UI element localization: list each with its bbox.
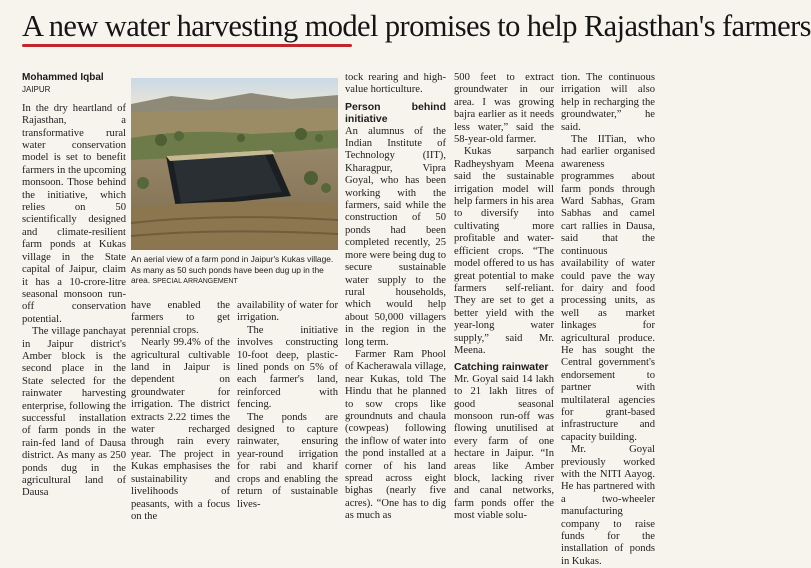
column-3 — [237, 300, 338, 511]
byline: Mohammed Iqbal — [22, 72, 104, 83]
col5-para-2: Kukas sarpanch Radheyshyam Meena said the sustainable irrigation model will help farmers in his area to diversify into cultivating more profitable and water-efficient crops. “The model offered to us has great potential to make farmers self-reliant. They are set to get a better yield with the year-long water supply,” said Mr. Meena. — [454, 146, 554, 356]
col3-para-2: The initiative involves constructing 10-foot deep, plastic-lined ponds on 5% of each farmer's land, reinforced with fencing. — [237, 324, 338, 411]
photo-caption — [131, 254, 338, 288]
caption-credit: SPECIAL ARRANGEMENT — [152, 278, 238, 285]
col3-para-1: availability of water for irrigation. — [237, 300, 338, 324]
subhead-catching-rainwater: Catching rainwater — [454, 361, 549, 374]
subhead-person-behind-initiative: Person behind initiative — [345, 100, 446, 126]
col1-para-2: The village panchayat in Jaipur district's Amber block is the second place in the State selected for the rainwater harvesting enterprise, following the successful installation of farm ponds in the rain-fed land of Dausa district. As many as 250 ponds dug in the agricultural land of Dausa — [22, 326, 126, 499]
column-5 — [454, 72, 554, 523]
column-6 — [561, 72, 655, 568]
col2-para-2: Nearly 99.4% of the agricultural cultivable land in Jaipur is dependent on groundwater for irrigation. The district extracts 2.22 times the water recharged through rain every year. The project in Kukas emphasises the sustainability and livelihoods of peasants, with a focus on the — [131, 337, 230, 522]
col4-top: tock rearing and high-value horticulture. — [345, 72, 446, 96]
column-1 — [22, 72, 126, 500]
col5-para-1: 500 feet to extract groundwater in our area. I was growing bajra earlier as it needs less water,” said the 58-year-old farmer. — [454, 72, 554, 146]
col4-para-2: Farmer Ram Phool of Kacherawala village, near Kukas, told The Hindu that he planned to sow crops like groundnuts and chaula (cowpeas) following the inflow of water into the pond installed at a corner of his land spread across eight bighas (nearly five acres). “One has to dig as much as — [345, 348, 446, 522]
column-2 — [131, 300, 230, 523]
caption-text: An aerial view of a farm pond in Jaipur's Kukas village. As many as 50 such ponds have been dug up in the area. — [131, 254, 334, 285]
column-4 — [345, 72, 446, 523]
headline: A new water harvesting model promises to help Rajasthan's farmers — [22, 9, 811, 43]
farm-pond-photo — [131, 78, 338, 250]
col2-para-1: have enabled the farmers to get perennial crops. — [131, 300, 230, 336]
dateline: JAIPUR — [22, 85, 51, 95]
col6-para-1: tion. The continuous irrigation will also help in recharging the groundwater,” he said. — [561, 72, 655, 133]
col4-para-1: An alumnus of the Indian Institute of Technology (IIT), Kharagpur, Vipra Goyal, who has been working with the farmers, said while the construction of 50 ponds had been completed recently, 25 more were being dug to secure sustainable water supply to the rural households, which would help about 50,000 villagers in the region in the long term. — [345, 125, 446, 348]
col6-para-2: The IITian, who had earlier organised awareness programmes about farm ponds through Ward Sabhas, Gram Sabhas and camel cart rallies in Dausa, said that the continuous availability of water could pave the way for dairy and food processing units, as well as market linkages for agricultural produce. He has sought the Central government's endorsement to partner with multilateral agencies for grant-based infrastructure and capacity building. — [561, 134, 655, 443]
col5-para-3: Mr. Goyal said 14 lakh to 21 lakh litres of good seasonal monsoon run-off was flowing unutilised at every farm of one hectare in Jaipur. “In areas like Amber block, lacking river and canal networks, farm ponds offer the most viable solu- — [454, 373, 554, 522]
col6-para-3: Mr. Goyal previously worked with the NITI Aayog. He has partnered with a two-wheeler manufacturing company to raise funds for the installation of ponds in Kukas. — [561, 444, 655, 567]
headline-underline-mark — [22, 44, 352, 47]
col1-para-1: In the dry heartland of Rajasthan, a transformative rural water conservation model is set to benefit farmers in the upcoming monsoon. Those behind the initiative, which relies on 50 scientifically designed and climate-resilient farm ponds at Kukas village in the State capital of Jaipur, claim it has a 10-crore-litre seasonal monsoon run-off conservation potential. — [22, 102, 126, 325]
col3-para-3: The ponds are designed to capture rainwater, ensuring year-round irrigation for rabi and kharif crops and enabling the return of sustainable lives- — [237, 411, 338, 510]
